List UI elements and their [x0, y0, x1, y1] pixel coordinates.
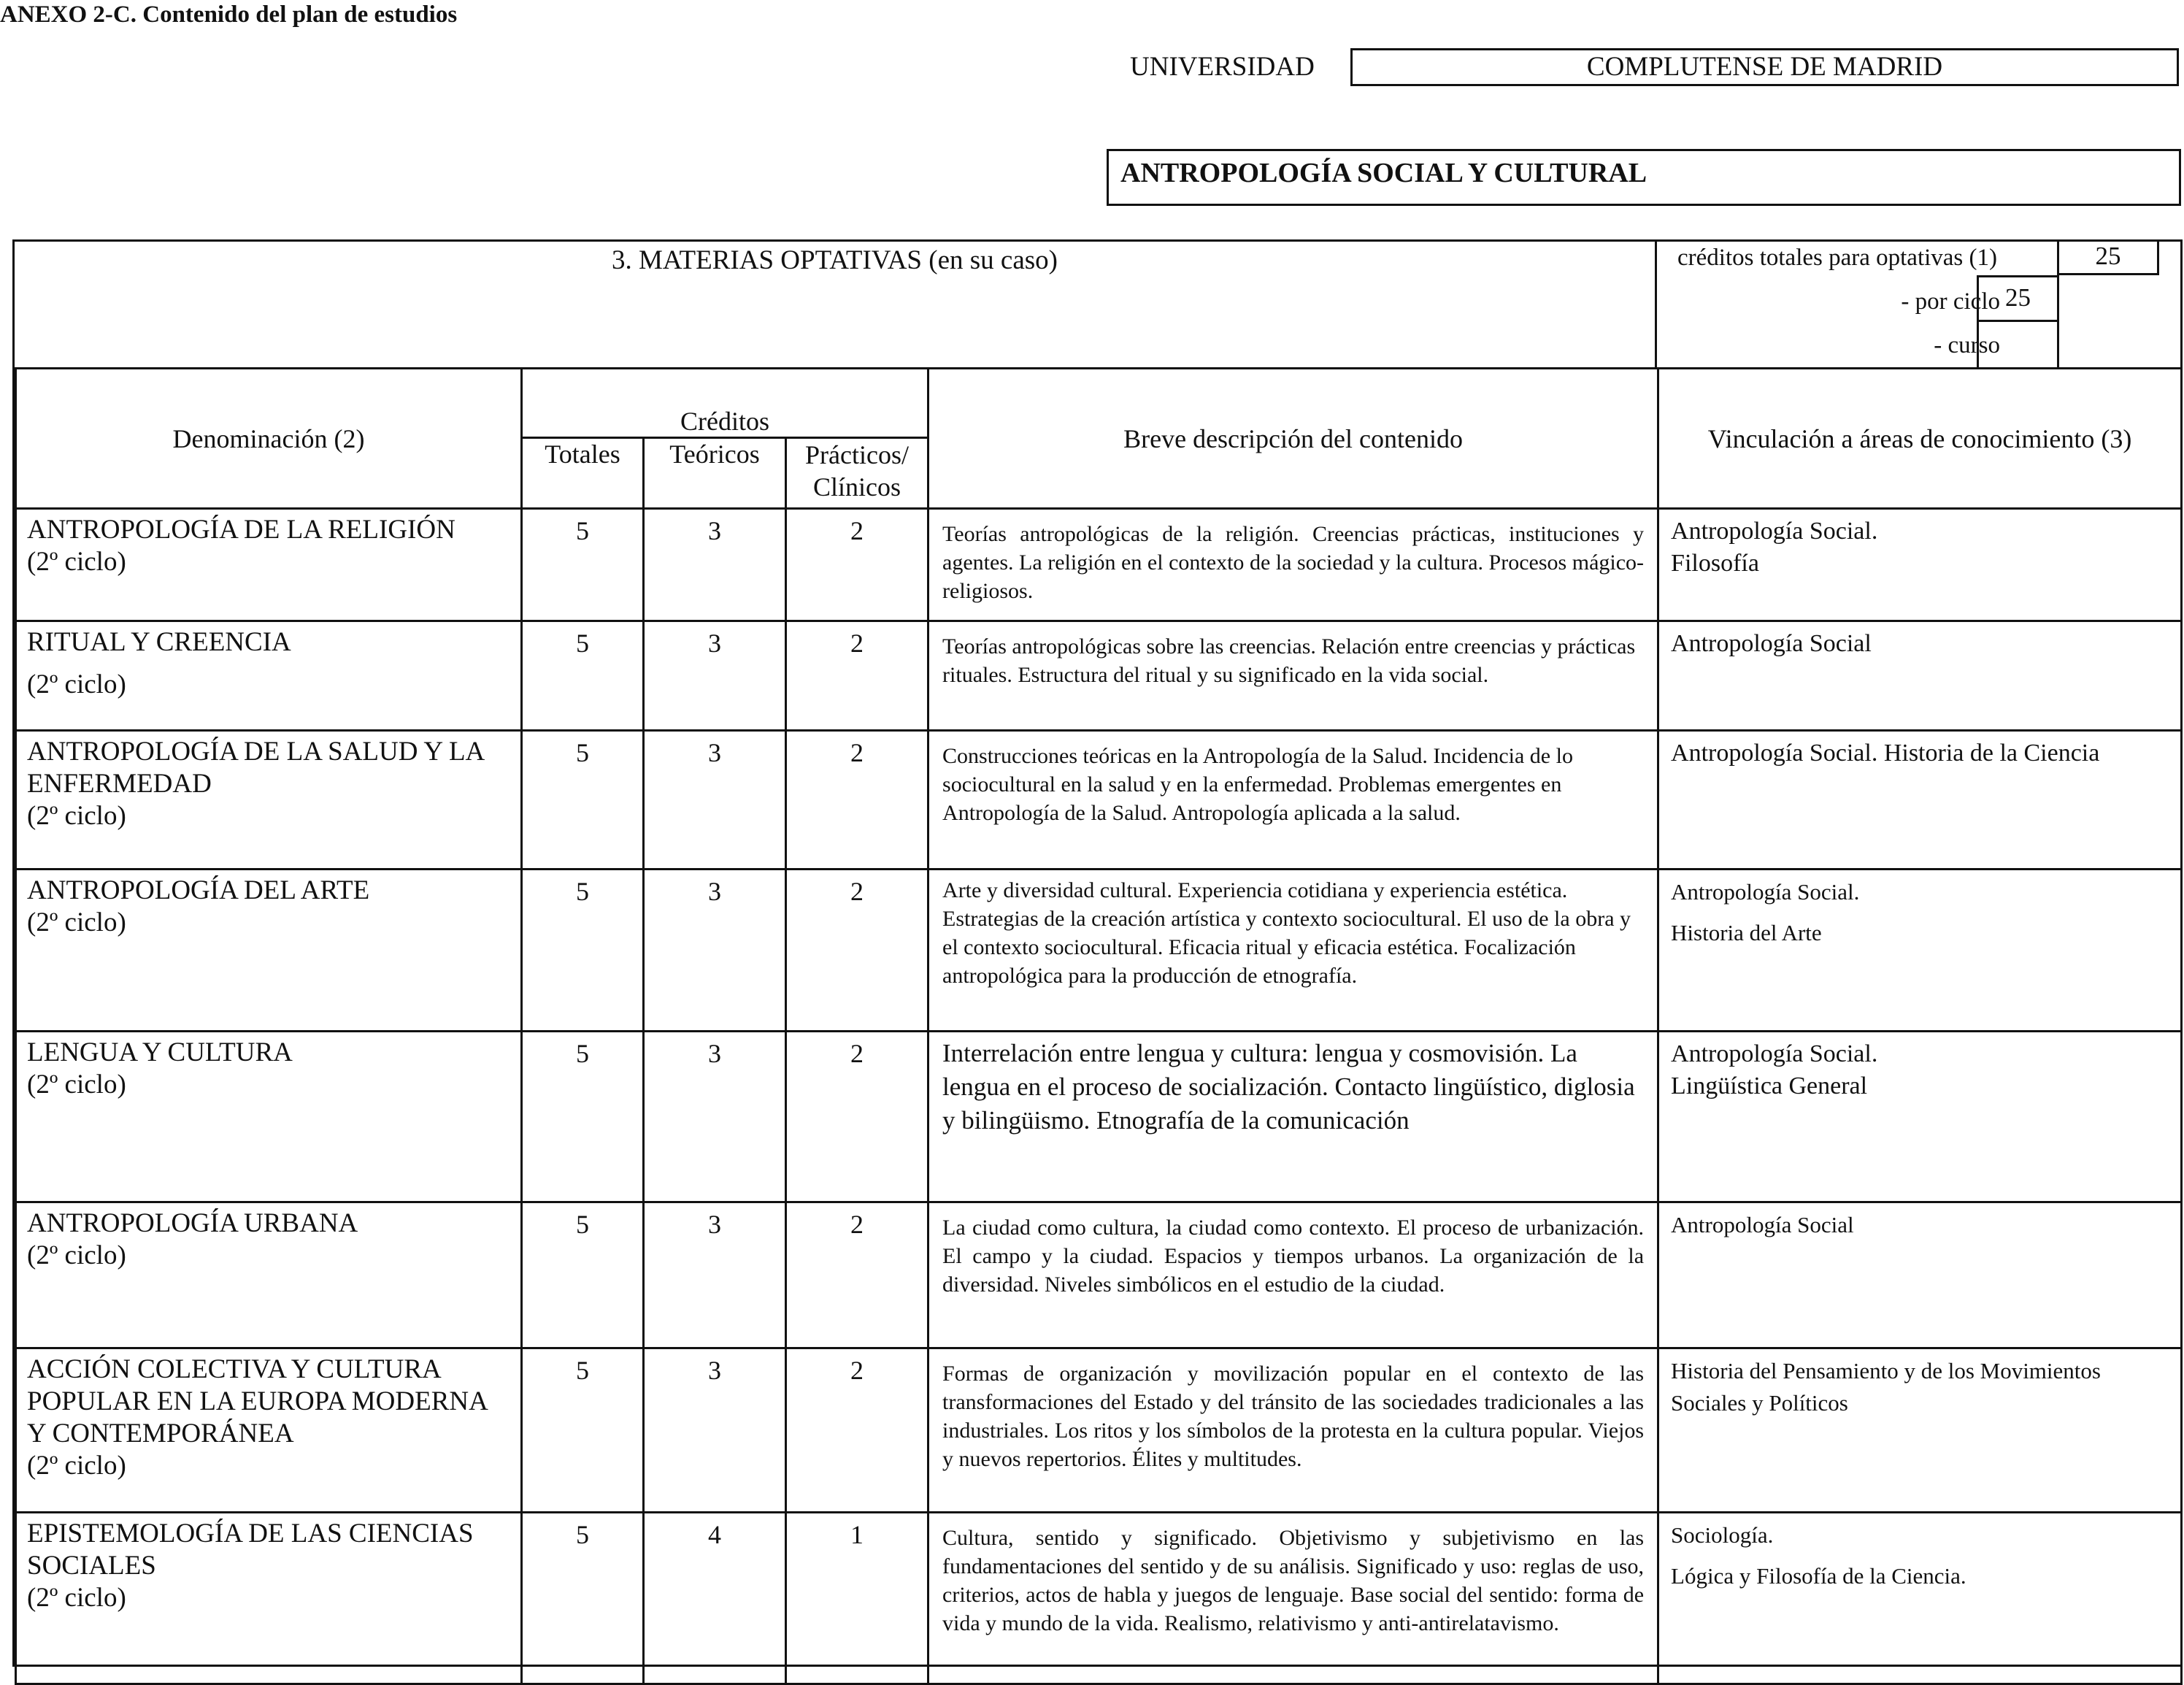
credits-practice: 2 [786, 621, 928, 731]
table-row [16, 1348, 2182, 1513]
subject-description: Construcciones teóricas en la Antropología de la Salud. Incidencia de lo sociocultural en la salud y en la enfermedad. Problemas emergentes en Antropología de la Salud. Antropología aplicada a la salud. [928, 731, 1658, 870]
subject-areas: Antropología Social [1658, 1202, 2182, 1348]
subject-name: RITUAL Y CREENCIA (2º ciclo) [16, 621, 522, 731]
col-denominacion: Denominación (2) [16, 369, 522, 509]
credits-theory: 3 [644, 621, 786, 731]
subject-areas: Antropología Social. Historia de la Ciencia [1658, 731, 2182, 870]
subject-description: Arte y diversidad cultural. Experiencia cotidiana y experiencia estética. Estrategias de la creación artística y contexto sociocultural. El uso de la obra y el contexto sociocultural. Eficacia ritual y eficacia estética. Focalización antropológica para la producción de etnografía. [928, 870, 1658, 1032]
col-descripcion: Breve descripción del contenido [928, 369, 1658, 509]
course-value [1977, 320, 2059, 369]
subject-description: Cultura, sentido y significado. Objetivismo y subjetivismo en las fundamentaciones del sentido y de su análisis. Significado y uso: reglas de uso, criterios, actos de habla y juegos de lenguaje. Base social del sentido: forma de vida y mundo de la vida. Realismo, relativismo y anti-antirelatavismo. [928, 1513, 1658, 1684]
per-cycle-label: - por ciclo [1901, 288, 2000, 315]
subject-name: EPISTEMOLOGÍA DE LAS CIENCIAS SOCIALES (2º ciclo) [16, 1513, 522, 1684]
table-row [16, 870, 2182, 1032]
subject-areas: Antropología Social. Filosofía [1658, 509, 2182, 621]
credits-total: 5 [522, 731, 644, 870]
subject-description: Formas de organización y movilización popular en el contexto de las transformaciones del Estado y del tránsito de las sociedades tradicionales a las industriales. Los ritos y los símbolos de la protesta en la cultura popular. Viejos y nuevos repertorios. Élites y multitudes. [928, 1348, 1658, 1513]
credits-practice: 2 [786, 1202, 928, 1348]
credits-total: 5 [522, 1032, 644, 1202]
annex-title: ANEXO 2-C. Contenido del plan de estudios [0, 1, 458, 28]
subject-areas: Antropología Social. Historia del Arte [1658, 870, 2182, 1032]
section-title: 3. MATERIAS OPTATIVAS (en su caso) [15, 242, 1657, 367]
university-value: COMPLUTENSE DE MADRID [1350, 48, 2179, 86]
col-teoricos: Teóricos [644, 438, 786, 509]
section-header [15, 242, 2180, 369]
table-row [16, 1202, 2182, 1348]
subject-areas: Antropología Social. Lingüística General [1658, 1032, 2182, 1202]
credits-practice: 2 [786, 1348, 928, 1513]
credits-theory: 3 [644, 870, 786, 1032]
subject-name: ANTROPOLOGÍA DE LA SALUD Y LA ENFERMEDAD (2º ciclo) [16, 731, 522, 870]
total-credits-value: 25 [2057, 242, 2159, 275]
total-credits-label: créditos totales para optativas (1) [1677, 245, 1998, 271]
credits-theory: 4 [644, 1513, 786, 1684]
subject-name: ANTROPOLOGÍA DEL ARTE (2º ciclo) [16, 870, 522, 1032]
table-row [16, 509, 2182, 621]
subject-areas: Historia del Pensamiento y de los Movimientos Sociales y Políticos [1658, 1348, 2182, 1513]
table-row [16, 1032, 2182, 1202]
col-totales: Totales [522, 438, 644, 509]
credits-total: 5 [522, 1513, 644, 1684]
degree-title: ANTROPOLOGÍA SOCIAL Y CULTURAL [1107, 149, 2181, 206]
credits-practice: 2 [786, 731, 928, 870]
optional-credits-box [1657, 242, 2183, 367]
credits-practice: 2 [786, 1032, 928, 1202]
table-row [16, 1513, 2182, 1684]
credits-practice: 2 [786, 509, 928, 621]
subject-description: La ciudad como cultura, la ciudad como contexto. El proceso de urbanización. El campo y la ciudad. Espacios y tiempos urbanos. La organización de la diversidad. Niveles simbólicos en el estudio de la ciudad. [928, 1202, 1658, 1348]
subject-name: ANTROPOLOGÍA DE LA RELIGIÓN (2º ciclo) [16, 509, 522, 621]
col-vinculacion: Vinculación a áreas de conocimiento (3) [1658, 369, 2182, 509]
credits-theory: 3 [644, 509, 786, 621]
subject-description: Teorías antropológicas de la religión. Creencias prácticas, instituciones y agentes. La religión en el contexto de la sociedad y la cultura. Procesos mágico-religiosos. [928, 509, 1658, 621]
table-row [16, 621, 2182, 731]
credits-total: 5 [522, 509, 644, 621]
credits-total: 5 [522, 870, 644, 1032]
subject-areas: Sociología. Lógica y Filosofía de la Ciencia. [1658, 1513, 2182, 1684]
col-practicos: Prácticos/ Clínicos [786, 438, 928, 509]
university-label: UNIVERSIDAD [1130, 52, 1315, 82]
subject-description: Teorías antropológicas sobre las creencias. Relación entre creencias y prácticas rituales. Estructura del ritual y su significado en la vida social. [928, 621, 1658, 731]
credits-total: 5 [522, 1202, 644, 1348]
credits-practice: 2 [786, 870, 928, 1032]
subjects-table [15, 367, 2183, 1685]
subject-name: ACCIÓN COLECTIVA Y CULTURA POPULAR EN LA EUROPA MODERNA Y CONTEMPORÁNEA (2º ciclo) [16, 1348, 522, 1513]
credits-theory: 3 [644, 1032, 786, 1202]
course-label: - curso [1934, 332, 2000, 358]
table-row [16, 731, 2182, 870]
subject-description: Interrelación entre lengua y cultura: lengua y cosmovisión. La lengua en el proceso de socialización. Contacto lingüístico, diglosia y bilingüismo. Etnografía de la comunicación [928, 1032, 1658, 1202]
col-creditos: Créditos [522, 369, 928, 438]
per-cycle-value: 25 [1977, 275, 2059, 322]
subject-areas: Antropología Social [1658, 621, 2182, 731]
credits-practice: 1 [786, 1513, 928, 1684]
credits-theory: 3 [644, 731, 786, 870]
subject-name: LENGUA Y CULTURA (2º ciclo) [16, 1032, 522, 1202]
credits-total: 5 [522, 1348, 644, 1513]
credits-theory: 3 [644, 1348, 786, 1513]
credits-theory: 3 [644, 1202, 786, 1348]
credits-total: 5 [522, 621, 644, 731]
optional-subjects-form [12, 239, 2183, 1667]
subject-name: ANTROPOLOGÍA URBANA (2º ciclo) [16, 1202, 522, 1348]
